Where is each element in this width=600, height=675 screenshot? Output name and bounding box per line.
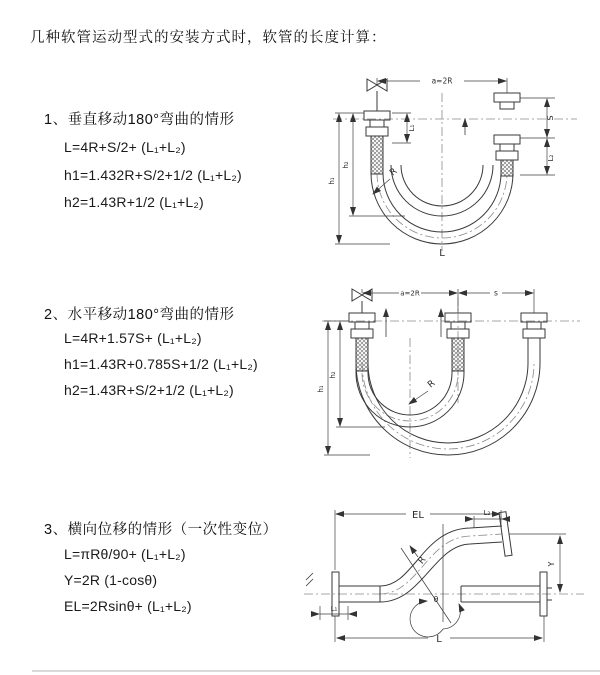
dim-label-fitting-right: L₂ [547,154,555,162]
right-fitting-position-2 [521,313,547,363]
dim-label-radius: R [426,378,438,391]
section-3-formula-el: EL=2Rsinθ+ (L₁+L₂) [64,598,192,614]
section-2-formula-h2: h2=1.43R+S/2+1/2 (L₁+L₂) [64,382,234,398]
dim-label-span: a=2R [431,76,453,86]
dim-label-length: L [439,248,445,258]
dim-label-h1: h₁ [317,385,325,393]
middle-fitting-position-1 [445,313,471,371]
section-2-formula-h1: h1=1.43R+0.785S+1/2 (L₁+L₂) [64,356,258,372]
diagram-horizontal-180-bend [310,283,590,461]
dim-label-fitting-right: L₂ [483,509,491,517]
section-3-heading: 3、横向位移的情形（一次性变位） [44,522,278,538]
dim-label-fitting-left: L₁ [408,124,416,132]
section-2-formula-length: L=4R+1.57S+ (L₁+L₂) [64,330,202,346]
centerlines [333,93,577,251]
dim-label-span: a=2R [400,289,420,298]
dim-label-theta: θ [433,595,439,604]
dim-label-y: Y [547,561,556,567]
dim-label-h2: h₂ [342,161,350,169]
hose-bend-arcs [356,363,540,455]
centerlines [322,297,580,458]
dim-label-radius: R [388,166,400,179]
dim-label-stroke: S [546,115,555,121]
dim-label-h1: h₁ [328,177,336,185]
dim-label-radius: R [416,555,429,567]
left-fitting [364,111,390,174]
section-2-heading: 2、水平移动180°弯曲的情形 [44,307,235,323]
dim-label-fitting-left: L₁ [330,605,338,613]
section-3-formula-length: L=πRθ/90+ (L₁+L₂) [64,546,186,562]
dim-label-el: EL [412,510,424,521]
left-fitting [349,313,375,371]
hose-drawing [306,512,552,637]
section-1-formula-h1: h1=1.432R+S/2+1/2 (L₁+L₂) [64,167,242,183]
page-title: 几种软管运动型式的安装方式时，软管的长度计算： [30,30,387,46]
section-1-formula-length: L=4R+S/2+ (L₁+L₂) [64,139,186,155]
scan-artifact-line [32,670,600,672]
pipe-break-mark [306,573,313,586]
section-1-heading: 1、垂直移动180°弯曲的情形 [44,112,235,128]
section-1-formula-h2: h2=1.43R+1/2 (L₁+L₂) [64,194,204,210]
section-3-formula-y: Y=2R (1-cosθ) [64,572,158,588]
hose-drawing [349,289,547,455]
dimension-lines [335,78,555,244]
right-fitting-lower-position [494,135,520,176]
right-fitting-upper-position [494,93,520,109]
s-curve-hose [380,526,502,602]
dim-label-length: L [436,634,442,645]
diagram-vertical-180-bend [315,73,590,258]
dim-label-stroke: s [494,288,498,298]
diagram-lateral-displacement [298,502,590,650]
dimension-lines [311,510,566,642]
dim-label-h2: h₂ [329,371,337,379]
centerlines [304,534,584,594]
